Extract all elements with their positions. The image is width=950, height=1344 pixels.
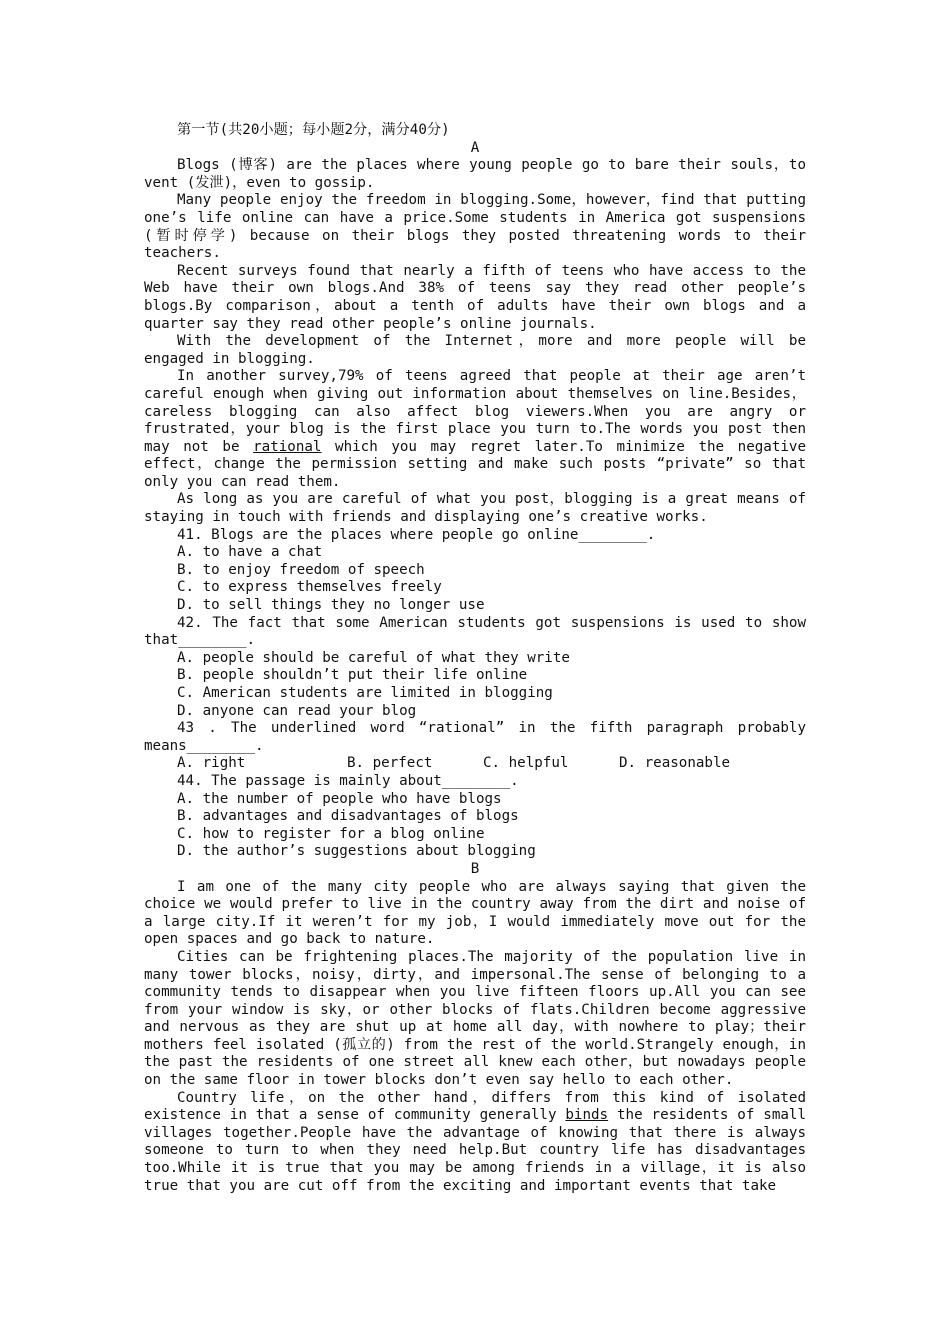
option-a: A. to have a chat	[177, 544, 323, 561]
option-c: C. helpful	[483, 755, 569, 772]
passage-a-paragraph-2: Many people enjoy the freedom in blogging.Some，however，find that putting one’s life online can have a price.Some students in America got suspensions (暂时停学) because on their blogs they posted threatening words to their teachers.	[144, 192, 806, 262]
passage-b-paragraph-1: I am one of the many city people who are always saying that given the choice we would prefer to live in the country away from the dirt and noise of a large city.If it weren’t for my job，I would immediately move out for the open spaces and go back to nature.	[144, 878, 806, 948]
option-d: D. anyone can read your blog	[177, 702, 417, 719]
question-42	[144, 615, 806, 721]
question-stem: 42. The fact that some American students got suspensions is used to show that________.	[144, 614, 806, 649]
option-b: B. people shouldn’t put their life online	[177, 667, 528, 684]
option-b: B. perfect	[347, 755, 433, 772]
option-d: D. to sell things they no longer use	[177, 597, 485, 614]
underlined-word-rational: rational	[253, 438, 322, 455]
passage-a-paragraph-4: With the development of the Internet，more and more people will be engaged in blogging.	[144, 333, 806, 367]
option-c: C. how to register for a blog online	[177, 825, 485, 842]
passage-b-paragraph-3	[144, 1090, 806, 1196]
passage-a-paragraph-6: As long as you are careful of what you post，blogging is a great means of staying in touch with friends and displaying one’s creative works.	[144, 491, 806, 526]
passage-a-letter: A	[470, 139, 480, 156]
options-row	[144, 755, 806, 773]
option-a: A. right	[177, 755, 246, 772]
question-stem: 44. The passage is mainly about________.	[177, 772, 519, 789]
question-44	[144, 773, 806, 861]
passage-a-paragraph-3: Recent surveys found that nearly a fifth of teens who have access to the Web have their own blogs.And 38% of teens say they read other people’s blogs.By comparison，about a tenth of adults have their own blogs and a quarter say they read other people’s online journals.	[144, 262, 806, 332]
passage-a-paragraph-5	[144, 368, 806, 491]
passage-a	[144, 157, 806, 526]
option-d: D. the author’s suggestions about blogging	[177, 843, 536, 860]
paragraph-3-text-after: the residents of small villages together.People have the advantage of knowing that there is always someone to turn to when they need help.But country life has disadvantages too.While it is true that you may be among friends in a village，it is also true that you are cut off from the exciting and important events that take	[144, 1107, 806, 1194]
option-b: B. advantages and disadvantages of blogs	[177, 808, 519, 825]
paragraph-3-text-before: Country life，on the other hand，differs from this kind of isolated existence in that a sense of community generally	[144, 1089, 806, 1124]
question-43	[144, 720, 806, 773]
option-c: C. to express themselves freely	[177, 579, 442, 596]
option-a: A. the number of people who have blogs	[177, 790, 502, 807]
underlined-word-binds: binds	[565, 1107, 609, 1124]
paragraph-5-text-after: which you may regret later.To minimize the negative effect，change the permission setting and make such posts “private” so that only you can read them.	[144, 438, 806, 490]
exam-page	[144, 122, 806, 1195]
section-heading: 第一节(共20小题；每小题2分，满分40分)	[177, 122, 450, 138]
option-a: A. people should be careful of what they write	[177, 649, 570, 666]
question-41	[144, 527, 806, 615]
passage-a-paragraph-1: Blogs (博客) are the places where young people go to bare their souls，to vent (发泄)，even to gossip.	[144, 157, 806, 191]
paragraph-5-text-before: In another survey,79% of teens agreed that people at their age aren’t careful enough when giving out information about themselves on line.Besides，careless blogging can also affect blog viewers.When you are angry or frustrated，your blog is the first place you turn to.The words you post then may not be	[144, 368, 806, 455]
question-stem: 41. Blogs are the places where people go online________.	[177, 526, 656, 543]
passage-b-paragraph-2: Cities can be frightening places.The majority of the population live in many tower blocks，noisy，dirty，and impersonal.The sense of belonging to a community tends to disappear when you live fifteen floors up.All you can see from your window is sky，or other blocks of flats.Children become aggressive and nervous as they are shut up at home all day，with nowhere to play；their mothers feel isolated (孤立的) from the rest of the world.Strangely enough，in the past the residents of one street all knew each other，but nowadays people on the same floor in tower blocks don’t even say hello to each other.	[144, 948, 806, 1089]
option-b: B. to enjoy freedom of speech	[177, 561, 425, 578]
option-d: D. reasonable	[619, 755, 731, 772]
passage-b	[144, 879, 806, 1196]
passage-b-letter: B	[470, 860, 480, 877]
option-c: C. American students are limited in blogging	[177, 685, 553, 701]
question-stem: 43 . The underlined word “rational” in the fifth paragraph probably means________.	[144, 720, 806, 754]
